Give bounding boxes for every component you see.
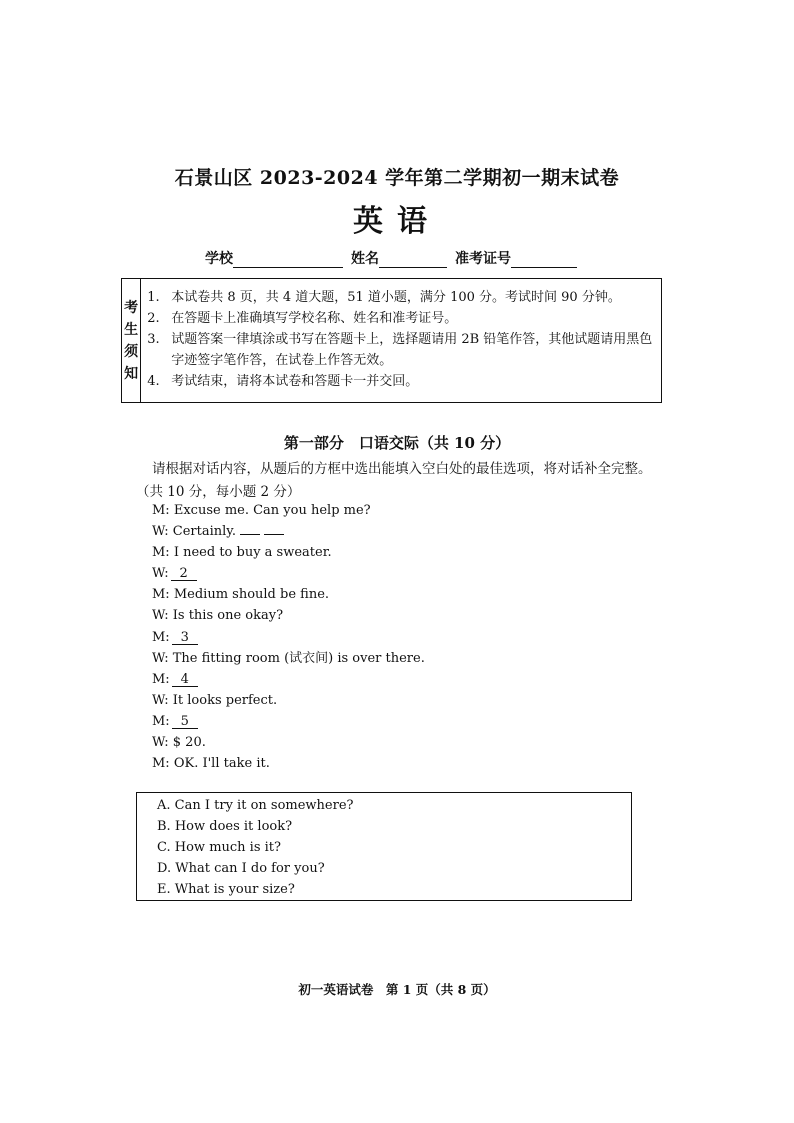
notice-number: 1.	[147, 290, 160, 305]
utterance: Excuse me. Can you help me?	[173, 503, 371, 518]
speaker: W:	[152, 735, 169, 751]
notice-text: 在答题卡上准确填写学校名称、姓名和准考证号。	[171, 311, 458, 326]
dialogue-line	[152, 711, 425, 732]
option-item	[157, 816, 631, 837]
section-heading: 第一部分 口语交际（共 10 分）	[283, 434, 511, 452]
speaker: M:	[152, 587, 170, 603]
utterance: The fitting room (试衣间) is over there.	[172, 650, 425, 666]
utterance: Medium should be fine.	[173, 587, 330, 603]
speaker: W:	[152, 650, 169, 666]
notice-label-char: 考	[124, 299, 139, 316]
name-field[interactable]	[379, 251, 447, 268]
option-text: Can I try it on somewhere?	[174, 798, 354, 813]
answer-blank[interactable]: 4	[172, 673, 198, 687]
utterance: I need to buy a sweater.	[173, 545, 332, 561]
exam-title: 石景山区 2023-2024 学年第二学期初一期末试卷	[174, 167, 620, 189]
options-box	[136, 792, 632, 901]
candidate-notice-box	[121, 278, 662, 403]
utterance: $ 20.	[172, 735, 206, 751]
answer-blank[interactable]: 5	[172, 715, 198, 729]
dialogue-line	[152, 669, 425, 690]
speaker: M:	[152, 671, 170, 687]
school-label: 学校	[205, 251, 233, 267]
dialogue-line	[152, 627, 425, 648]
utterance: Is this one okay?	[172, 608, 284, 624]
answer-blank[interactable]	[240, 534, 260, 535]
notice-label-char: 生	[124, 321, 139, 338]
dialogue-line	[152, 732, 425, 753]
dialogue-line	[152, 690, 425, 711]
speaker: W:	[152, 692, 169, 708]
option-text: What is your size?	[174, 882, 295, 897]
notice-item	[147, 371, 655, 392]
option-letter: B.	[157, 819, 171, 834]
notice-label-char: 知	[124, 365, 139, 382]
notice-text: 考试结束，请将本试卷和答题卡一并交回。	[171, 374, 419, 389]
notice-label	[122, 279, 141, 402]
dialogue	[152, 500, 425, 774]
dialogue-line	[152, 521, 425, 542]
option-item	[157, 879, 631, 900]
option-item	[157, 858, 631, 879]
notice-number: 4.	[147, 374, 160, 389]
speaker: M:	[152, 545, 170, 561]
speaker: M:	[152, 629, 170, 645]
exam-id-field[interactable]	[511, 251, 577, 268]
school-field[interactable]	[233, 251, 343, 268]
section-score-note: （共 10 分，每小题 2 分）	[136, 484, 301, 500]
exam-id-label: 准考证号	[455, 251, 511, 267]
notice-item	[147, 308, 655, 329]
dialogue-line	[152, 648, 425, 669]
option-text: What can I do for you?	[175, 861, 325, 876]
option-letter: A.	[157, 798, 171, 813]
speaker: W:	[152, 608, 169, 624]
notice-number: 3.	[147, 332, 160, 347]
section-instruction: 请根据对话内容，从题后的方框中选出能填入空白处的最佳选项，将对话补全完整。	[152, 461, 652, 477]
dialogue-line	[152, 563, 425, 584]
dialogue-line	[152, 605, 425, 626]
speaker: M:	[152, 713, 170, 729]
option-letter: C.	[157, 840, 171, 855]
option-item	[157, 837, 631, 858]
name-label: 姓名	[351, 251, 379, 267]
option-item	[157, 795, 631, 816]
dialogue-line	[152, 753, 425, 774]
dialogue-line	[152, 542, 425, 563]
utterance: It looks perfect.	[172, 692, 278, 708]
speaker: M:	[152, 756, 170, 772]
notice-item	[147, 329, 655, 371]
notice-item	[147, 287, 655, 308]
speaker: W:	[152, 524, 169, 540]
option-letter: D.	[157, 861, 172, 876]
notice-label-char: 须	[124, 343, 139, 360]
dialogue-line	[152, 584, 425, 605]
notice-text: 本试卷共 8 页，共 4 道大题，51 道小题，满分 100 分。考试时间 90 分钟。	[171, 290, 621, 305]
utterance: OK. I'll take it.	[173, 756, 270, 772]
speaker: M:	[152, 503, 170, 518]
notice-text: 试题答案一律填涂或书写在答题卡上，选择题请用 2B 铅笔作答，其他试题请用黑色字迹签字笔作答，在试卷上作答无效。	[171, 332, 653, 368]
answer-blank[interactable]: 2	[171, 567, 197, 581]
subject-title: 英语	[353, 204, 441, 239]
answer-blank[interactable]	[264, 534, 284, 535]
dialogue-line	[152, 500, 425, 521]
speaker: W:	[152, 566, 169, 582]
option-text: How does it look?	[174, 819, 293, 834]
notice-list	[141, 279, 661, 402]
student-info-row	[205, 248, 585, 268]
option-letter: E.	[157, 882, 171, 897]
page-footer: 初一英语试卷 第 1 页（共 8 页）	[298, 982, 496, 997]
option-text: How much is it?	[174, 840, 281, 855]
notice-number: 2.	[147, 311, 160, 326]
utterance: Certainly.	[172, 524, 237, 540]
answer-blank[interactable]: 3	[172, 631, 198, 645]
